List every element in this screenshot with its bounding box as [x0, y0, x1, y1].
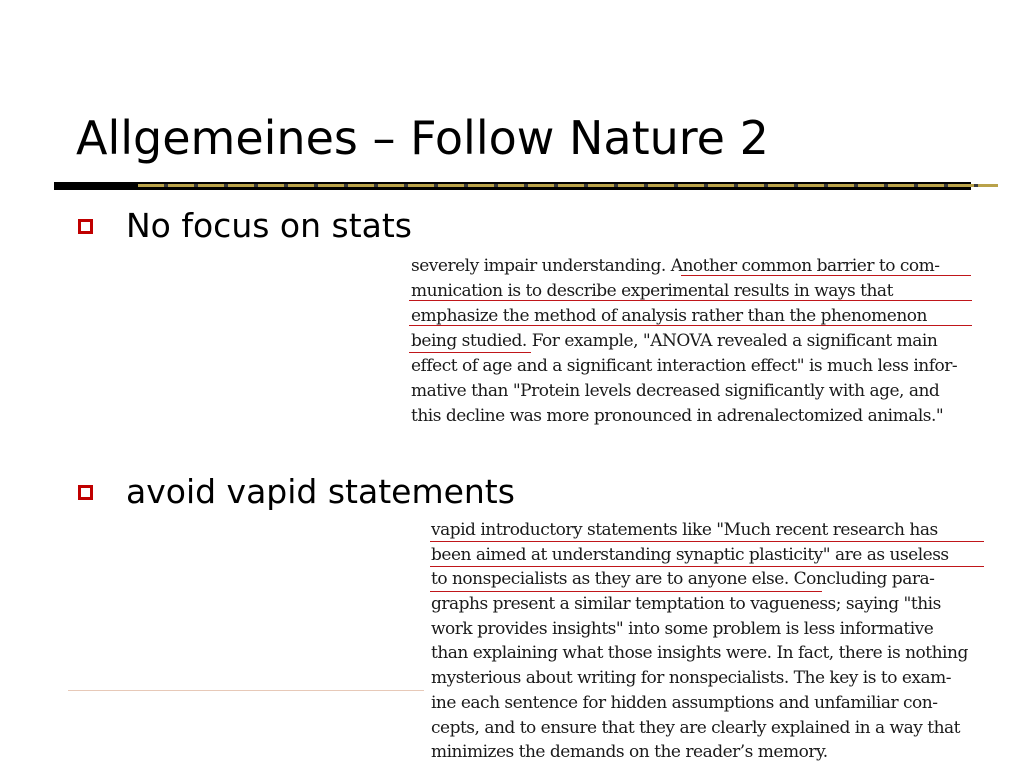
excerpt-2-line: ine each sentence for hidden assumptions and unfamiliar con- — [431, 692, 938, 713]
bullet-square-icon — [78, 219, 93, 234]
excerpt-2-line: been aimed at understanding synaptic plasticity" are as useless — [431, 544, 949, 565]
excerpt-1-line: mative than "Protein levels decreased significantly with age, and — [411, 381, 940, 401]
excerpt-2-line: cepts, and to ensure that they are clearly explained in a way that — [431, 717, 960, 738]
excerpt-2-line: to nonspecialists as they are to anyone else. Concluding para- — [431, 569, 935, 590]
highlight-underline — [430, 541, 984, 542]
excerpt-1-line: emphasize the method of analysis rather than the phenomenon — [411, 306, 927, 326]
bullet-1-text: No focus on stats — [126, 206, 412, 245]
excerpt-1-line: this decline was more pronounced in adrenalectomized animals." — [411, 406, 944, 426]
excerpt-2-line: work provides insights" into some problem is less informative — [431, 618, 934, 639]
highlight-underline — [409, 352, 531, 353]
highlight-underline — [430, 566, 984, 567]
excerpt-1-line: severely impair understanding. Another common barrier to com- — [411, 256, 940, 276]
divider-pattern — [138, 184, 998, 187]
title-divider — [54, 182, 971, 190]
highlight-underline — [681, 275, 971, 276]
bullet-square-icon — [78, 485, 93, 500]
excerpt-1-line: effect of age and a significant interaction effect" is much less infor- — [411, 356, 958, 376]
bullet-2-text: avoid vapid statements — [126, 472, 515, 511]
excerpt-1 — [411, 254, 976, 429]
highlight-underline — [409, 325, 972, 326]
slide-title: Allgemeines – Follow Nature 2 — [76, 111, 769, 165]
highlight-underline — [430, 591, 822, 592]
background-rule — [68, 690, 424, 691]
excerpt-1-line: being studied. For example, "ANOVA revealed a significant main — [411, 331, 938, 351]
excerpt-2 — [431, 518, 991, 765]
excerpt-2-line: mysterious about writing for nonspecialists. The key is to exam- — [431, 668, 951, 689]
highlight-underline — [409, 300, 972, 301]
excerpt-1-line: munication is to describe experimental results in ways that — [411, 281, 893, 301]
excerpt-2-line: graphs present a similar temptation to vagueness; saying "this — [431, 594, 941, 615]
excerpt-2-line: vapid introductory statements like "Much recent research has — [431, 520, 938, 540]
excerpt-2-line: than explaining what those insights were. In fact, there is nothing — [431, 643, 968, 664]
excerpt-2-line: minimizes the demands on the reader’s memory. — [431, 742, 828, 763]
